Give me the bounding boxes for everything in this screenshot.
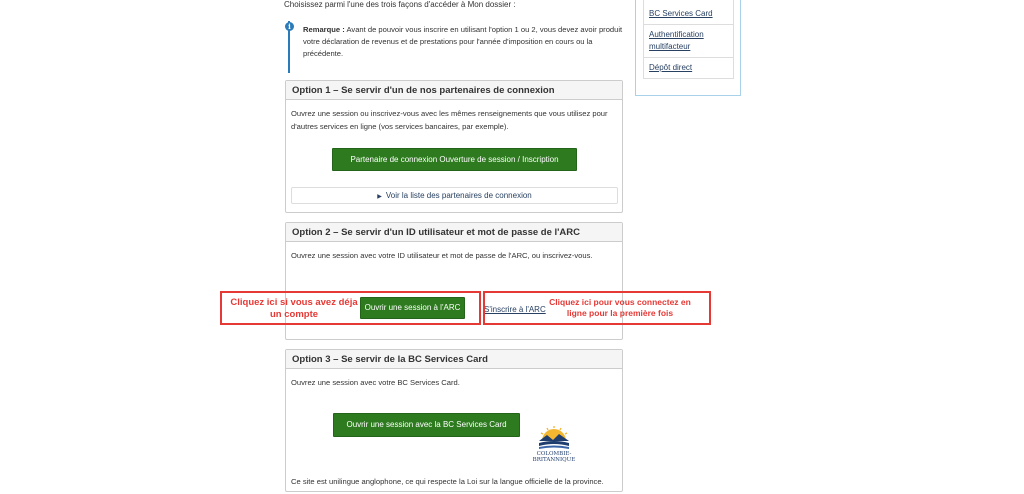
- option1-description: Ouvrez une session ou inscrivez-vous avec les mêmes renseignements que vous utilisez pour d'autres services en ligne (vos services bancaires, par exemple).: [291, 109, 608, 131]
- login-partner-button[interactable]: Partenaire de connexion Ouverture de session / Inscription: [332, 148, 577, 171]
- triangle-right-icon: ▶: [377, 194, 382, 200]
- sidebar-list: [643, 0, 734, 79]
- callout-first-time: [483, 291, 711, 325]
- callout-existing-account-text: Cliquez ici si vous avez déja un compte: [230, 297, 358, 320]
- bc-services-card-login-button[interactable]: Ouvrir une session avec la BC Services Card: [333, 413, 520, 437]
- option3-description: Ouvrez une session avec votre BC Services Card.: [291, 378, 460, 387]
- sidebar-item-authentification[interactable]: Authentification multifacteur: [644, 24, 733, 57]
- sidebar: [635, 0, 741, 96]
- bc-logo: [531, 425, 577, 465]
- bc-logo-line1: COLOMBIE-: [536, 451, 572, 457]
- note-label: Remarque :: [303, 25, 345, 34]
- intro-text: Choisissez parmi l'une des trois façons d'accéder à Mon dossier :: [284, 0, 516, 9]
- option3-body: [286, 369, 622, 486]
- option3-footer-note: Ce site est unilingue anglophone, ce qui respecte la Loi sur la langue officielle de la province.: [291, 477, 604, 486]
- option1-panel: [285, 80, 623, 213]
- option3-title: Option 3 – Se servir de la BC Services Card: [286, 350, 622, 369]
- option1-body: [286, 100, 622, 200]
- note-text: [303, 24, 628, 60]
- sidebar-item-bc-services-card[interactable]: BC Services Card: [649, 9, 713, 18]
- cra-login-button[interactable]: Ouvrir une session à l'ARC: [360, 297, 465, 319]
- option3-panel: [285, 349, 623, 492]
- note-body: Avant de pouvoir vous inscrire en utilisant l'option 1 ou 2, vous devez avoir produit votre déclaration de revenus et de prestations pour l'année d'imposition en cours ou la précédente.: [303, 25, 623, 58]
- partner-list-label: Voir la liste des partenaires de connexion: [385, 191, 532, 200]
- sidebar-item-depot-direct[interactable]: Dépôt direct: [644, 57, 733, 78]
- callout-existing-account: [220, 291, 481, 325]
- cra-register-link[interactable]: S'inscrire à l'ARC: [484, 305, 546, 314]
- partner-list-toggle[interactable]: [291, 187, 618, 204]
- option1-title: Option 1 – Se servir d'un de nos partenaires de connexion: [286, 81, 622, 100]
- option2-description: Ouvrez une session avec votre ID utilisateur et mot de passe de l'ARC, ou inscrivez-vous.: [291, 251, 593, 260]
- info-icon: i: [285, 22, 294, 31]
- option2-body: [286, 242, 622, 314]
- note-box: [285, 16, 623, 70]
- option2-title: Option 2 – Se servir d'un ID utilisateur et mot de passe de l'ARC: [286, 223, 622, 242]
- bc-logo-line2: BRITANNIQUE: [532, 457, 576, 463]
- bc-sun-mountain-icon: [531, 425, 577, 451]
- callout-first-time-text: Cliquez ici pour vous connectez en ligne pour la première fois: [549, 297, 691, 318]
